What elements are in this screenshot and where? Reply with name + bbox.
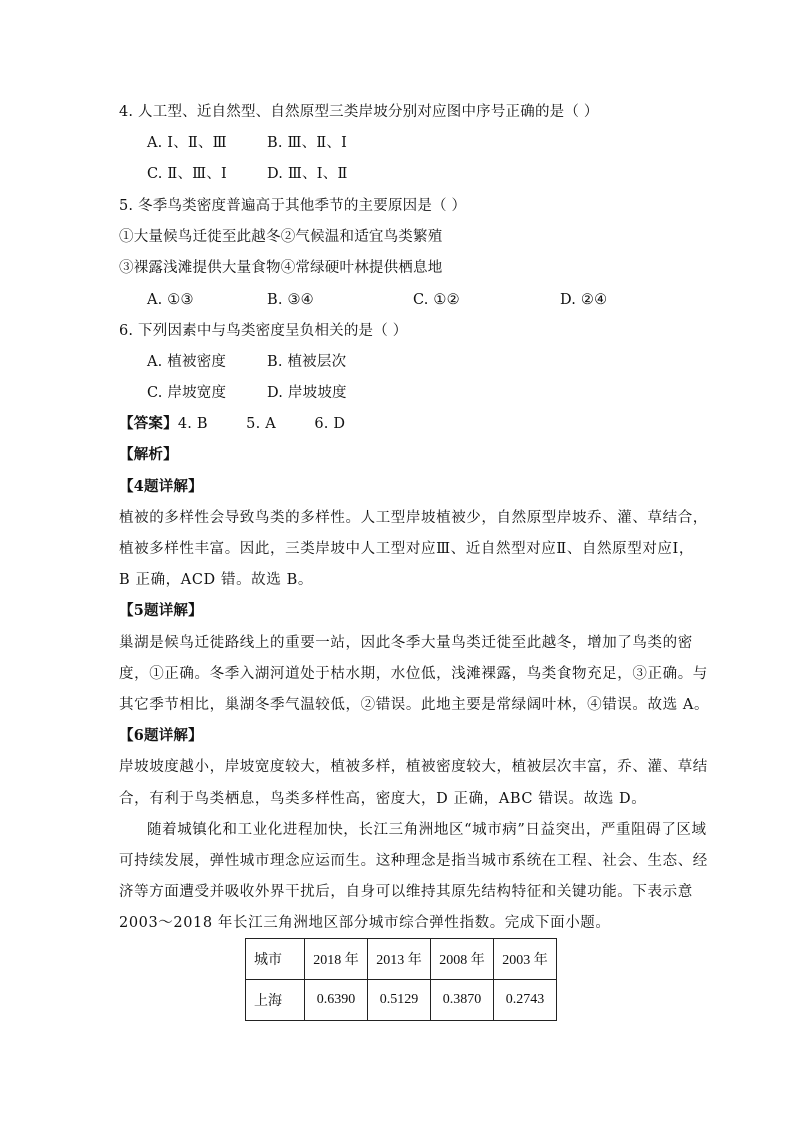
table-cell: 0.5129: [368, 980, 431, 1021]
option-c: C. 岸坡宽度: [147, 385, 227, 401]
material-line: 可持续发展，弹性城市理念应运而生。这种理念是指当城市系统在工程、社会、生态、经: [119, 853, 708, 869]
option-c: C. Ⅱ、Ⅲ、Ⅰ: [147, 166, 227, 182]
table-cell: 0.2743: [494, 980, 557, 1021]
question-4-stem: 4. 人工型、近自然型、自然原型三类岸坡分别对应图中序号正确的是（ ）: [119, 104, 599, 120]
detail-4-label: 【4题详解】: [119, 478, 203, 495]
question-6-stem: 6. 下列因素中与鸟类密度呈负相关的是（ ）: [119, 323, 408, 339]
option-c: C. ①②: [413, 292, 460, 308]
option-b: B. ③④: [267, 292, 314, 308]
detail-6-label: 【6题详解】: [119, 727, 203, 744]
detail-4-line: 植被的多样性会导致鸟类的多样性。人工型岸坡植被少，自然原型岸坡乔、灌、草结合，: [119, 510, 708, 526]
table-header-cell: 2018 年: [305, 939, 368, 980]
detail-6-line: 岸坡坡度越小，岸坡宽度较大，植被多样，植被密度较大，植被层次丰富，乔、灌、草结: [119, 759, 708, 775]
question-5-stem: 5. 冬季鸟类密度普遍高于其他季节的主要原因是（ ）: [119, 198, 467, 214]
answer-label: 【答案】: [119, 415, 178, 432]
detail-5-line: 度，①正确。冬季入湖河道处于枯水期，水位低，浅滩裸露，鸟类食物充足，③正确。与: [119, 666, 708, 682]
material-line: 随着城镇化和工业化进程加快，长江三角洲地区“城市病”日益突出，严重阻碍了区域: [147, 822, 707, 838]
option-b: B. 植被层次: [267, 354, 347, 370]
option-d: D. ②④: [560, 292, 608, 308]
question-5-statements-2: ③裸露浅滩提供大量食物④常绿硬叶林提供栖息地: [119, 260, 443, 276]
option-b: B. Ⅲ、Ⅱ、Ⅰ: [267, 135, 348, 151]
table-header-cell: 2013 年: [368, 939, 431, 980]
material-line: 2003～2018 年长江三角洲地区部分城市综合弹性指数。完成下面小题。: [119, 915, 611, 931]
option-a: A. Ⅰ、Ⅱ、Ⅲ: [147, 135, 227, 151]
answer-text: 4. B 5. A 6. D: [177, 416, 346, 432]
option-a: A. ①③: [147, 292, 194, 308]
table-header-row: [246, 939, 557, 980]
answer-line: [119, 414, 345, 434]
question-5-statements-1: ①大量候鸟迁徙至此越冬②气候温和适宜鸟类繁殖: [119, 229, 443, 245]
table-header-cell: 2008 年: [431, 939, 494, 980]
table-row: [246, 980, 557, 1021]
table-header-cell: 城市: [246, 939, 305, 980]
analysis-label: 【解析】: [119, 446, 178, 463]
table-cell: 0.3870: [431, 980, 494, 1021]
table-cell: 0.6390: [305, 980, 368, 1021]
option-a: A. 植被密度: [147, 354, 227, 370]
detail-4-line: B 正确，ACD 错。故选 B。: [119, 572, 313, 588]
detail-5-line: 巢湖是候鸟迁徙路线上的重要一站，因此冬季大量鸟类迁徙至此越冬，增加了鸟类的密: [119, 635, 693, 651]
detail-5-line: 其它季节相比，巢湖冬季气温较低，②错误。此地主要是常绿阔叶林，④错误。故选 A。: [119, 697, 710, 713]
detail-5-label: 【5题详解】: [119, 602, 203, 619]
detail-6-line: 合，有利于鸟类栖息，鸟类多样性高，密度大，D 正确，ABC 错误。故选 D。: [119, 791, 647, 807]
table-header-cell: 2003 年: [494, 939, 557, 980]
option-d: D. Ⅲ、Ⅰ、Ⅱ: [267, 166, 348, 182]
option-d: D. 岸坡坡度: [267, 385, 347, 401]
detail-4-line: 植被多样性丰富。因此，三类岸坡中人工型对应Ⅲ、近自然型对应Ⅱ、自然原型对应Ⅰ，: [119, 541, 694, 557]
table-cell: 上海: [246, 980, 305, 1021]
resilience-index-table: [245, 938, 557, 1021]
material-line: 济等方面遭受并吸收外界干扰后，自身可以维持其原先结构特征和关键功能。下表示意: [119, 884, 693, 900]
